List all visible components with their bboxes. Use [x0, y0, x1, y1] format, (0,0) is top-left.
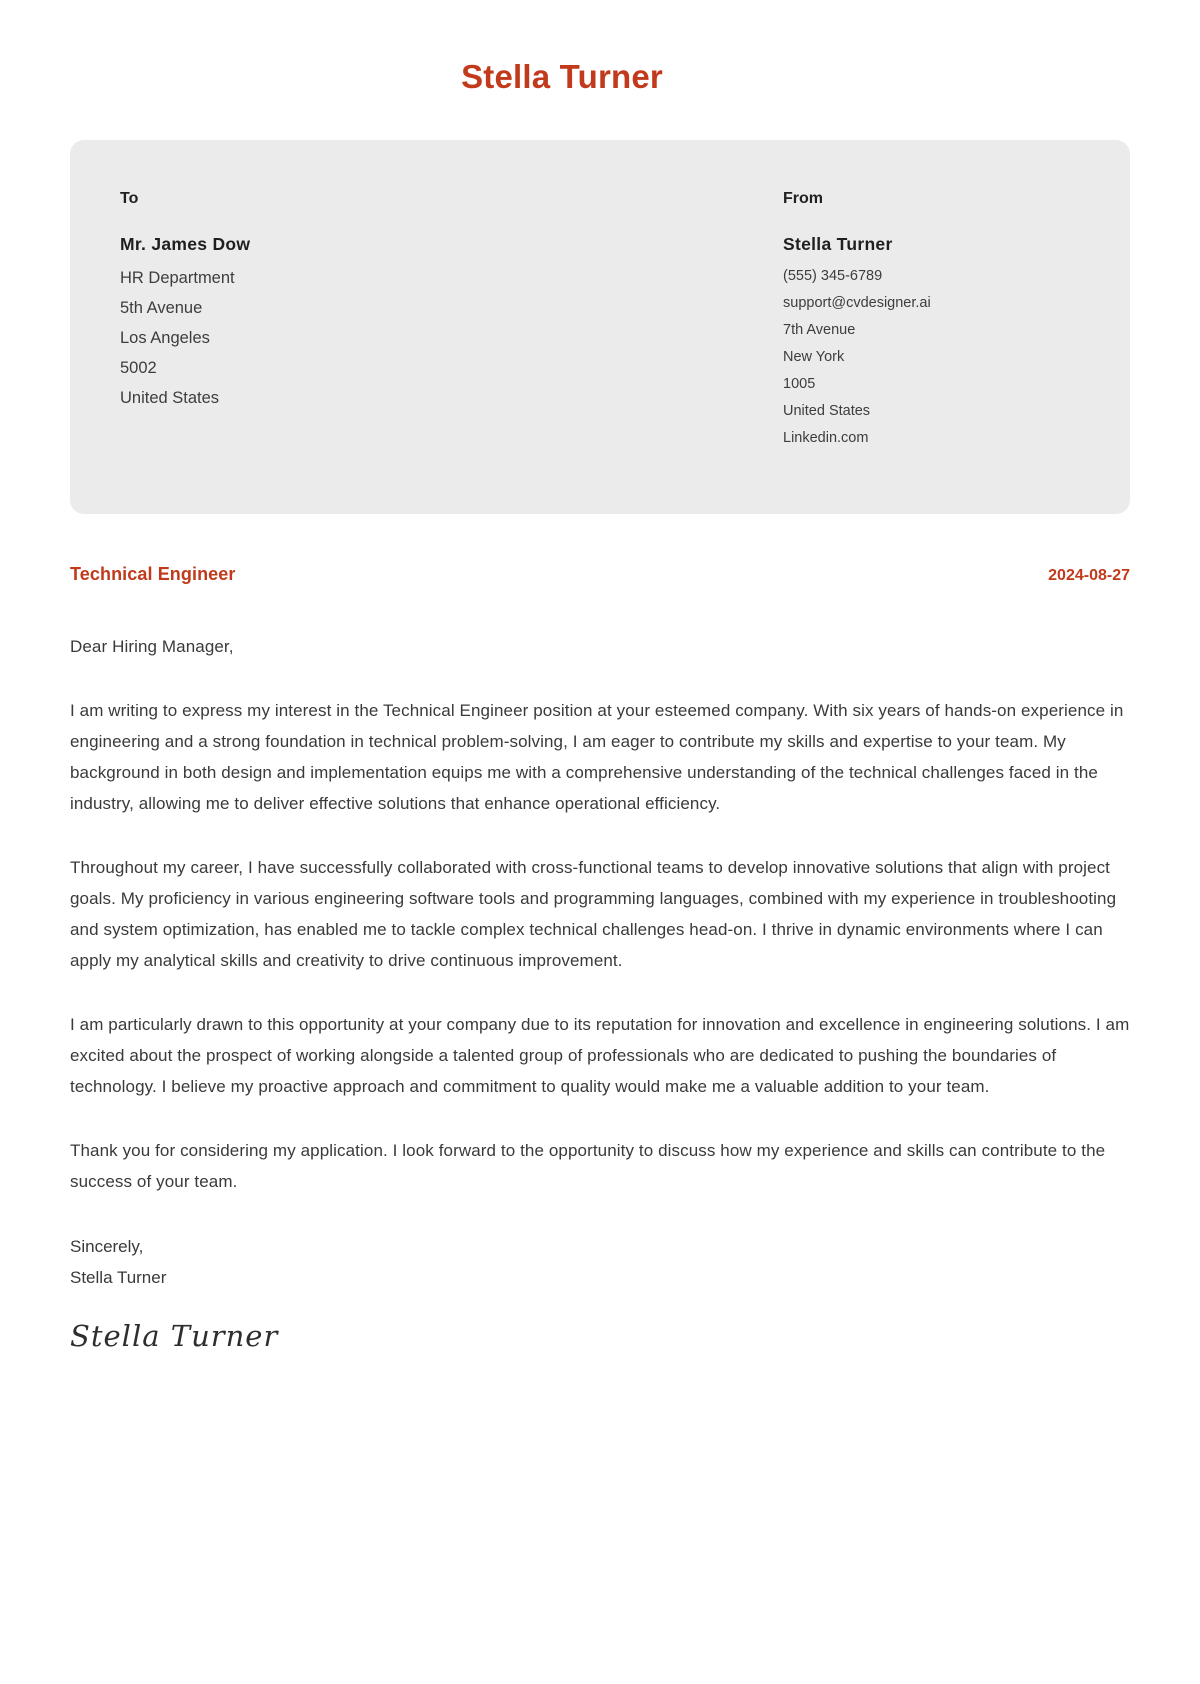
- letter-body: [70, 631, 1130, 1197]
- sender-email: support@cvdesigner.ai: [783, 295, 931, 311]
- page-title: Stella Turner: [461, 58, 663, 95]
- paragraph-experience: Throughout my career, I have successfully collaborated with cross-functional teams to develop innovative solutions that align with project goals. My proficiency in various engineering software tools and programming languages, combined with my experience in troubleshooting and system optimization, has enabled me to tackle complex technical challenges head-on. I thrive in dynamic environments where I can apply my analytical skills and creativity to drive continuous improvement.: [70, 858, 1117, 970]
- sender-name: Stella Turner: [783, 234, 893, 254]
- closing-block: [70, 1231, 1130, 1293]
- recipient-department: HR Department: [120, 269, 235, 287]
- recipient-postal-code: 5002: [120, 359, 157, 377]
- sender-label: From: [783, 190, 823, 207]
- sender-postal-code: 1005: [783, 376, 816, 392]
- recipient-street: 5th Avenue: [120, 299, 203, 317]
- paragraph-thanks: Thank you for considering my application. I look forward to the opportunity to discuss how my experience and skills can contribute to the success of your team.: [70, 1141, 1106, 1191]
- salutation: Dear Hiring Manager,: [70, 637, 234, 656]
- sender-street: 7th Avenue: [783, 322, 856, 338]
- paragraph-motivation: I am particularly drawn to this opportunity at your company due to its reputation for innovation and excellence in engineering solutions. I am excited about the prospect of working alongside a talented group of professionals who are dedicated to pushing the boundaries of technology. I believe my proactive approach and commitment to quality would make me a valuable addition to your team.: [70, 1015, 1130, 1096]
- letter-date: 2024-08-27: [1048, 567, 1130, 584]
- sender-country: United States: [783, 403, 871, 419]
- sender-linkedin: Linkedin.com: [783, 430, 869, 446]
- sender-city: New York: [783, 349, 845, 365]
- recipient-name: Mr. James Dow: [120, 234, 251, 254]
- sender-phone: (555) 345-6789: [783, 268, 883, 284]
- sender-block: [783, 190, 1086, 452]
- recipient-country: United States: [120, 389, 220, 407]
- contact-info-box: [70, 140, 1130, 514]
- closing-word: Sincerely,: [70, 1237, 144, 1256]
- closing-name: Stella Turner: [70, 1268, 167, 1287]
- letter-meta-row: [70, 564, 1130, 585]
- recipient-label: To: [120, 190, 139, 207]
- job-title: Technical Engineer: [70, 564, 236, 584]
- recipient-block: [120, 190, 783, 452]
- paragraph-intro: I am writing to express my interest in the Technical Engineer position at your esteemed company. With six years of hands-on experience in engineering and a strong foundation in technical problem-solving, I am eager to contribute my skills and expertise to your team. My background in both design and implementation equips me with a comprehensive understanding of the technical challenges faced in the industry, allowing me to deliver effective solutions that enhance operational efficiency.: [70, 701, 1124, 813]
- handwritten-signature: Stella Turner: [70, 1319, 279, 1353]
- recipient-city: Los Angeles: [120, 329, 210, 347]
